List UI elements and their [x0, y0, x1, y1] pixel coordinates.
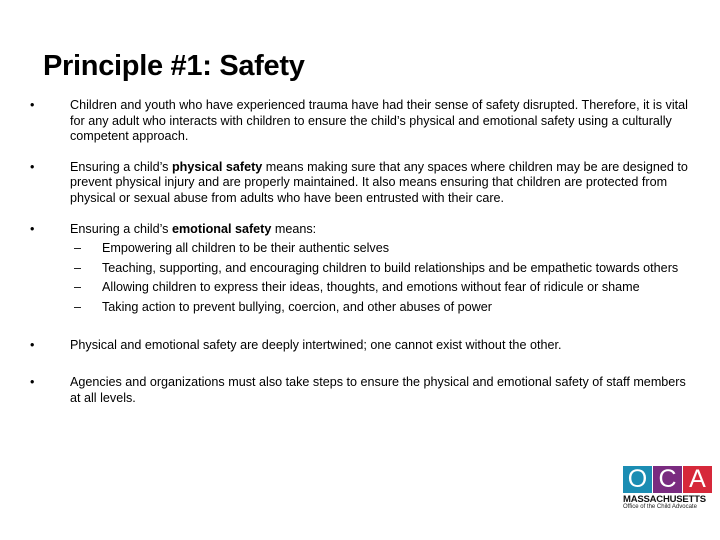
logo-state: MASSACHUSETTS	[623, 494, 706, 505]
sub-item: – Empowering all children to be their authentic selves	[74, 241, 390, 256]
bullet-list	[30, 98, 690, 421]
sub-item: – Taking action to prevent bullying, coercion, and other abuses of power	[74, 299, 492, 314]
bullet-item: • Agencies and organizations must also take steps to ensure the physical and emotional safety of staff members at all levels.	[30, 375, 686, 405]
slide-title: Principle #1: Safety	[43, 50, 305, 82]
sub-item: – Teaching, supporting, and encouraging children to build relationships and be empathetic towards others	[74, 260, 679, 275]
logo-letter-c: C	[653, 466, 682, 493]
logo-office: Office of the Child Advocate	[623, 504, 697, 510]
bullet-item: • Ensuring a child’s emotional safety means: – Empowering all children to be their authentic selves – Teaching, supporting, and encouraging children to build relationships and be empathetic towards others – Allowing children to express their ideas, thoughts, and emotions without fear of ridicule or shame – Taking action to prevent bullying, coercion, and other abuses of power	[30, 222, 690, 316]
logo-letter-a: A	[683, 466, 712, 493]
bullet-item: • Ensuring a child’s physical safety means making sure that any spaces where children may be are designed to prevent physical injury and are properly maintained. It also means ensuring that children are protected from physical or sexual abuse from adults who have been entrusted with their care.	[30, 159, 688, 205]
logo-letter-o: O	[623, 466, 652, 493]
bullet-item: • Children and youth who have experienced trauma have had their sense of safety disrupted. Therefore, it is vital for any adult who interacts with children to ensure the child’s physical and emotional safety using a culturally competent approach.	[30, 98, 688, 144]
bullet-item: • Physical and emotional safety are deeply intertwined; one cannot exist without the other.	[30, 337, 562, 352]
sub-item: – Allowing children to express their ideas, thoughts, and emotions without fear of ridicule or shame	[74, 280, 640, 295]
oca-logo	[623, 466, 713, 510]
